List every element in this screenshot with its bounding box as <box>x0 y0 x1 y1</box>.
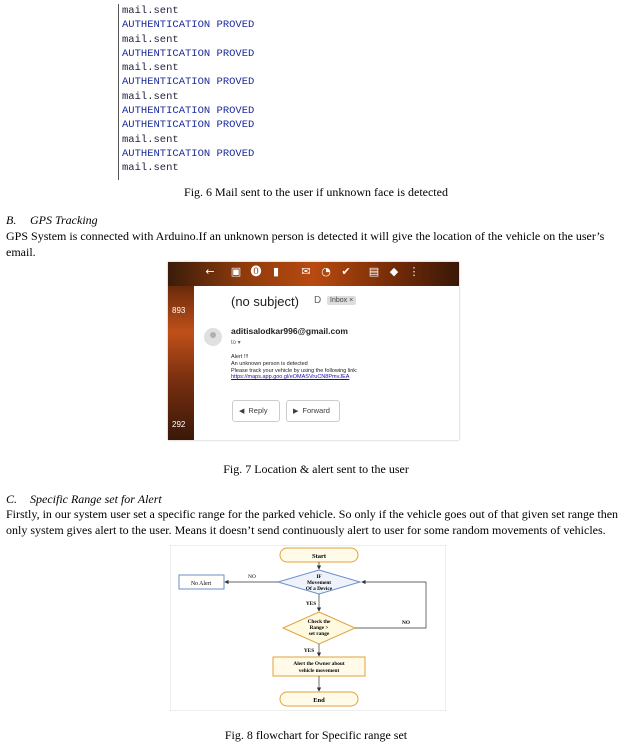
decision1-line: Movement <box>306 580 332 586</box>
snooze-icon: ◔ <box>321 265 331 278</box>
forward-icon: ▶ <box>293 407 299 415</box>
section-c-title: Specific Range set for Alert <box>30 492 162 506</box>
message-body <box>231 354 358 381</box>
archive-icon: ▣ <box>230 265 242 278</box>
section-c-heading <box>6 492 162 507</box>
decision1-line: Of a Device <box>305 586 333 592</box>
decision1-line: IF <box>316 574 322 580</box>
email-subject: (no subject) <box>231 294 299 309</box>
fig7-caption: Fig. 7 Location & alert sent to the user <box>223 462 409 476</box>
section-c-number: C. <box>6 492 18 506</box>
flowchart <box>170 545 446 711</box>
console-line: mail.sent <box>122 5 179 17</box>
decision2-line: set range <box>308 631 330 637</box>
side-count-top: 893 <box>172 306 186 315</box>
no-alert-label: No Alert <box>190 581 212 587</box>
end-label: End <box>313 697 325 704</box>
inbox-label: Inbox × <box>327 296 356 305</box>
reply-label: Reply <box>248 406 268 415</box>
console-line: mail.sent <box>122 62 179 75</box>
console-line: AUTHENTICATION PROVED <box>122 47 255 60</box>
email-side-panel <box>168 286 194 440</box>
console-line: AUTHENTICATION PROVED <box>122 147 255 160</box>
message-line: Please track your vehicle by using the following link: <box>231 367 358 374</box>
add-task-icon: ✔ <box>341 265 351 278</box>
section-b-title: GPS Tracking <box>30 213 98 227</box>
email-screenshot <box>168 262 459 440</box>
mark-unread-icon: ✉ <box>301 265 311 278</box>
sender-email: aditisalodkar996@gmail.com <box>231 326 348 336</box>
message-line: An unknown person is detected <box>231 360 308 367</box>
console-line: AUTHENTICATION PROVED <box>122 119 255 132</box>
decision2-line: Range > <box>309 625 329 631</box>
important-marker: D <box>314 295 322 306</box>
location-link: https://maps.app.goo.gl/eOMASVruCN8PmvJEA <box>231 374 350 381</box>
start-label: Start <box>311 553 327 560</box>
yes-label-1: YES <box>305 601 317 607</box>
side-count-bottom: 292 <box>172 420 186 429</box>
no-label-2: NO <box>402 620 410 626</box>
forward-label: Forward <box>302 406 330 415</box>
label-icon: ◆ <box>389 265 399 278</box>
console-line: mail.sent <box>122 90 179 103</box>
move-to-icon: ▤ <box>368 265 380 278</box>
process-line: vehicle movement <box>298 668 340 674</box>
more-icon: ⋮ <box>408 265 420 278</box>
console-line: AUTHENTICATION PROVED <box>122 19 255 32</box>
back-arrow-icon: ← <box>205 265 215 278</box>
console-line: mail.sent <box>122 133 179 146</box>
recipient-line: to ▾ <box>231 340 241 346</box>
reply-icon: ◀ <box>239 407 245 415</box>
section-b-heading <box>6 213 98 228</box>
email-toolbar <box>168 262 459 286</box>
console-line: mail.sent <box>122 33 179 46</box>
forward-button <box>286 400 340 422</box>
console-line: mail.sent <box>122 162 179 175</box>
fig6-caption: Fig. 6 Mail sent to the user if unknown face is detected <box>184 185 448 199</box>
process-line: Alert the Owner about <box>293 661 345 667</box>
message-line: Alert !!! <box>231 354 249 360</box>
yes-label-2: YES <box>303 648 315 654</box>
avatar <box>204 328 222 346</box>
console-line: AUTHENTICATION PROVED <box>122 105 255 118</box>
fig8-caption: Fig. 8 flowchart for Specific range set <box>224 728 408 742</box>
console-output <box>118 4 279 180</box>
decision2-line: Check the <box>307 619 331 625</box>
delete-icon: ▮ <box>272 265 280 278</box>
no-label-1: NO <box>248 574 256 580</box>
section-c-body: Firstly, in our system user set a specific range for the parked vehicle. So only if the vehicle goes out of that given set range then only system gives alert to the user. Means it doesn’t send continuously alert to user for some random movements of vehicles. <box>6 507 619 537</box>
console-line: AUTHENTICATION PROVED <box>122 76 255 89</box>
reply-button <box>232 400 280 422</box>
report-spam-icon: ⓿ <box>250 265 262 278</box>
email-body <box>194 286 459 440</box>
section-b-number: B. <box>6 213 17 227</box>
section-b-body: GPS System is connected with Arduino.If an unknown person is detected it will give the location of the vehicle on the user’s email. <box>6 229 605 259</box>
